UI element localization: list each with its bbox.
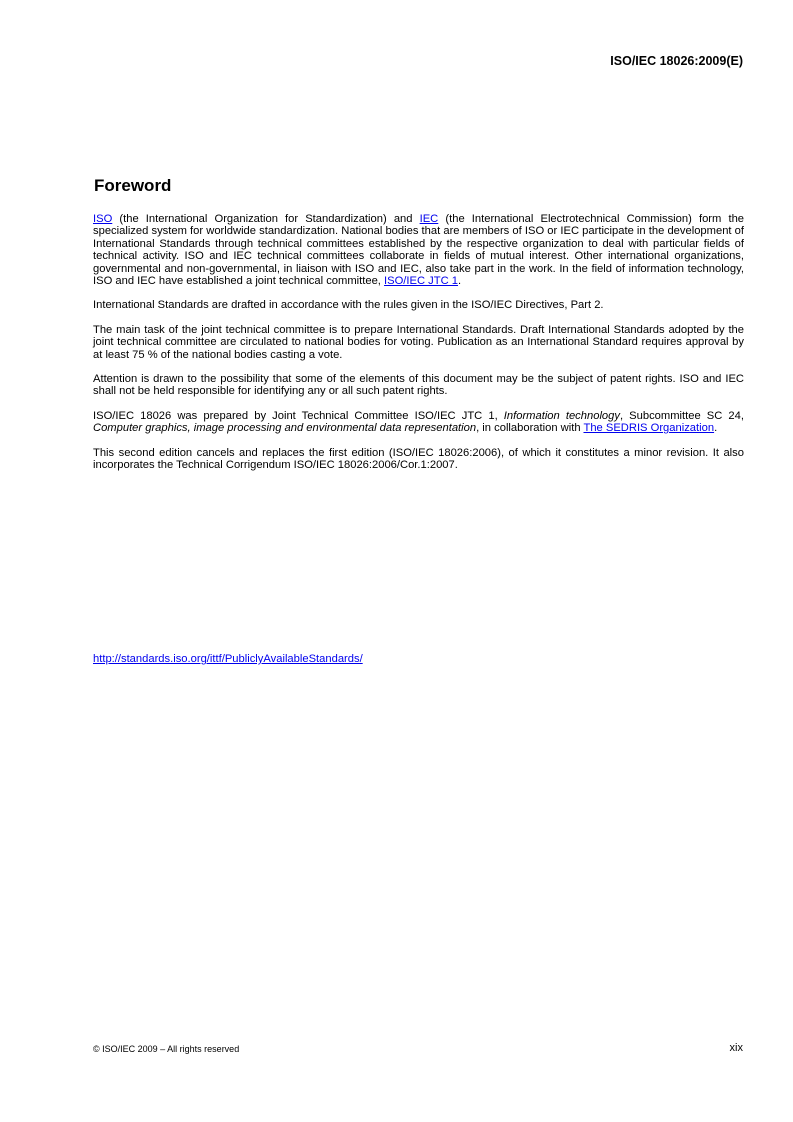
paragraph-intro [93,213,744,287]
jtc1-link[interactable]: ISO/IEC JTC 1 [384,275,459,288]
intro-text-3: . [458,275,462,288]
prepared-text-3: , in collaboration with [476,422,584,435]
intro-text-1: (the International Organization for Standardization) and [112,213,420,225]
page-number: xix [729,1042,743,1054]
paragraph-prepared-by [93,410,744,435]
prepared-text-4: . [714,422,718,435]
paragraph-edition: This second edition cancels and replaces the first edition (ISO/IEC 18026:2006), of which it constitutes a minor revision. It also incorporates the Technical Corrigendum ISO/IEC 18026:2006/Cor.1:2007. [93,446,744,472]
prepared-emphasis-2: Computer graphics, image processing and environmental data representation [93,422,477,435]
document-id: ISO/IEC 18026:2009(E) [610,54,743,68]
iso-link[interactable]: ISO [93,213,113,225]
prepared-emphasis-1: Information technology [503,409,620,422]
paragraph-main-task: The main task of the joint technical committee is to prepare International Standards. Draft International Standards adopted by the joint technical committee are circulated to national bodies for voting. Publication as an International Standard requires approval by at least 75 % of the national bodies casting a vote. [93,323,744,361]
standards-url-link[interactable]: http://standards.iso.org/ittf/PubliclyAvailableStandards/ [93,653,363,665]
paragraph-directives: International Standards are drafted in accordance with the rules given in the ISO/IEC Directives, Part 2. [93,299,604,312]
footer-copyright: © ISO/IEC 2009 – All rights reserved [93,1044,240,1054]
sedris-link[interactable]: The SEDRIS Organization [583,422,715,435]
prepared-text-2: , Subcommittee SC 24, [619,409,744,422]
iec-link[interactable]: IEC [419,213,439,225]
intro-text-2: (the International Electrotechnical Commission) form the specialized system for worldwide standardization. National bodies that are members of ISO or IEC participate in the development of International Standards through technical committees established by the respective organization to deal with particular fields of technical activity. ISO and IEC technical committees collaborate in fields of mutual interest. Other international organizations, governmental and non-governmental, in liaison with ISO and IEC, also take part in the work. In the field of information technology, ISO and IEC have established a joint technical committee, [93,213,745,288]
standards-url [93,653,363,665]
page-title: Foreword [94,176,172,195]
prepared-text-1: ISO/IEC 18026 was prepared by Joint Technical Committee ISO/IEC JTC 1, [93,409,504,422]
paragraph-patent: Attention is drawn to the possibility that some of the elements of this document may be the subject of patent rights. ISO and IEC shall not be held responsible for identifying any or all such patent rights. [93,373,744,398]
foreword-body [93,213,744,484]
